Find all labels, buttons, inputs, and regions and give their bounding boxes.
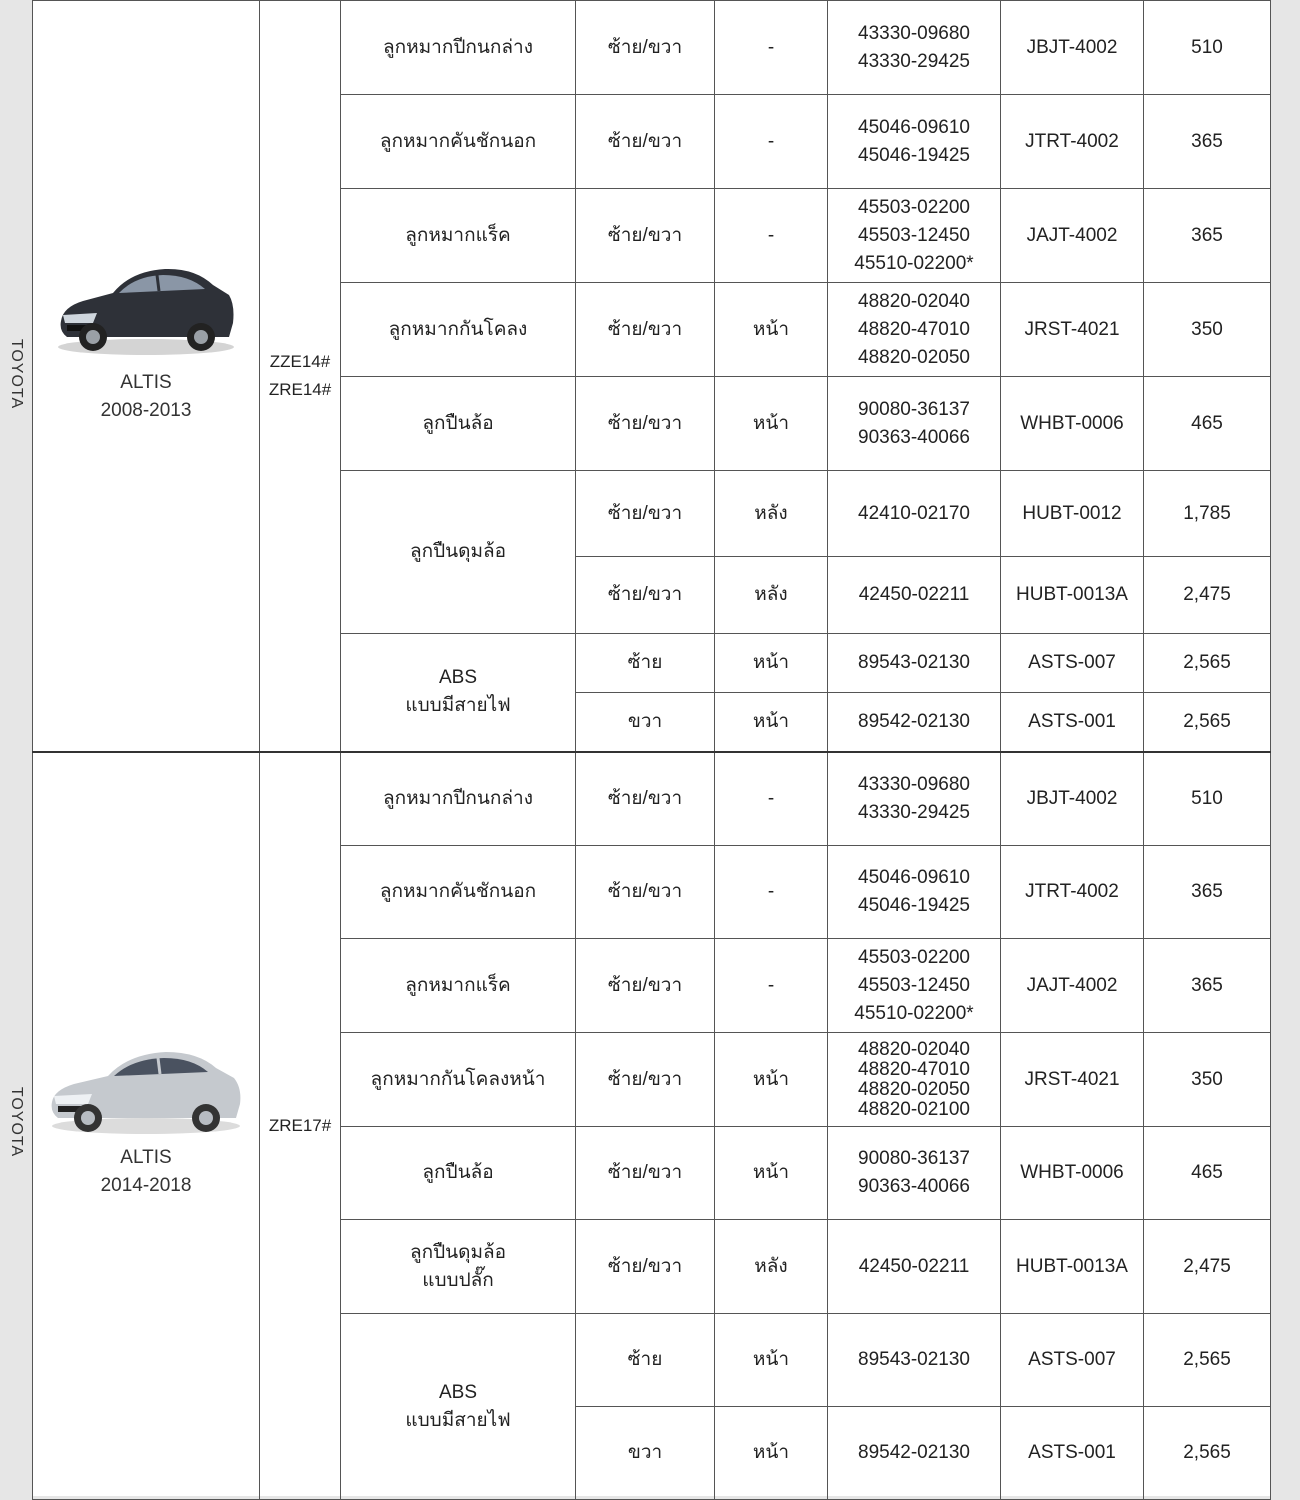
oem-number: 42450-02211 (858, 1255, 970, 1277)
side: ซ้าย/ขวา (576, 1220, 715, 1314)
oem-numbers (828, 1127, 1001, 1220)
part-number: ASTS-001 (1001, 693, 1144, 752)
position: หน้า (715, 377, 828, 471)
side: ซ้าย (576, 634, 715, 693)
oem-numbers (828, 189, 1001, 283)
oem-numbers (828, 377, 1001, 471)
oem-numbers (828, 1314, 1001, 1407)
oem-numbers (828, 95, 1001, 189)
part-name: ลูกปืนดุมล้อ (341, 471, 576, 634)
brand-text: TOYOTA (8, 338, 25, 410)
part-number: WHBT-0006 (1001, 1127, 1144, 1220)
position: หน้า (715, 1033, 828, 1127)
part-name-line: ลูกปืนดุมล้อ (409, 1241, 507, 1263)
price: 365 (1144, 95, 1271, 189)
engine-code-cell (260, 1, 341, 752)
position: - (715, 752, 828, 846)
model-years: 2014-2018 (100, 1174, 192, 1196)
price: 2,475 (1144, 557, 1271, 634)
oem-number: 48820-02050 (858, 1078, 970, 1100)
oem-number: 43330-29425 (858, 801, 970, 823)
part-number: JAJT-4002 (1001, 939, 1144, 1033)
side: ซ้าย/ขวา (576, 557, 715, 634)
model-years: 2008-2013 (100, 400, 192, 421)
car-sedan-silver-image (46, 1038, 246, 1138)
oem-numbers (828, 1220, 1001, 1314)
brand-label-section-1 (0, 0, 32, 748)
oem-number: 89542-02130 (858, 1442, 970, 1463)
price: 2,565 (1144, 693, 1271, 752)
side: ซ้าย/ขวา (576, 846, 715, 939)
position: หน้า (715, 634, 828, 693)
price: 2,565 (1144, 1407, 1271, 1500)
oem-number: 90363-40066 (858, 1176, 970, 1197)
part-number: HUBT-0013A (1001, 1220, 1144, 1314)
part-number: JTRT-4002 (1001, 95, 1144, 189)
oem-numbers (828, 752, 1001, 846)
position: หน้า (715, 1127, 828, 1220)
part-name: ลูกหมากแร็ค (341, 939, 576, 1033)
engine-code: ZZE14# (269, 351, 331, 371)
oem-number: 45510-02200* (854, 1002, 974, 1024)
side: ซ้าย/ขวา (576, 752, 715, 846)
part-name (341, 1314, 576, 1500)
model-cell (33, 752, 260, 1500)
part-number: ASTS-007 (1001, 1314, 1144, 1407)
price: 365 (1144, 939, 1271, 1033)
table-row (33, 1, 1271, 95)
oem-number: 89543-02130 (858, 1349, 970, 1370)
price: 365 (1144, 846, 1271, 939)
part-name: ลูกปืนล้อ (341, 377, 576, 471)
part-name-line: แบบมีสายไฟ (405, 1409, 511, 1431)
price: 2,565 (1144, 634, 1271, 693)
oem-number: 89543-02130 (858, 652, 970, 673)
brand-label-section-2 (0, 748, 32, 1496)
oem-number: 45503-12450 (858, 224, 970, 246)
part-name: ลูกหมากกันโคลง (341, 283, 576, 377)
price: 2,565 (1144, 1314, 1271, 1407)
part-number: JBJT-4002 (1001, 752, 1144, 846)
side: ซ้าย/ขวา (576, 95, 715, 189)
part-name: ลูกหมากปีกนกล่าง (341, 1, 576, 95)
side: ซ้าย/ขวา (576, 283, 715, 377)
part-name-line: ABS (438, 1381, 478, 1403)
price: 1,785 (1144, 471, 1271, 557)
model-name: ALTIS (120, 372, 172, 393)
price: 510 (1144, 1, 1271, 95)
oem-number: 43330-09680 (858, 773, 970, 795)
oem-number: 43330-09680 (858, 22, 970, 44)
side: ซ้าย/ขวา (576, 377, 715, 471)
part-name-line: แบบมีสายไฟ (405, 695, 511, 717)
part-number: ASTS-001 (1001, 1407, 1144, 1500)
part-number: JAJT-4002 (1001, 189, 1144, 283)
position: - (715, 846, 828, 939)
engine-code-cell (260, 752, 341, 1500)
position: หน้า (715, 1407, 828, 1500)
part-number: JRST-4021 (1001, 1033, 1144, 1127)
oem-numbers (828, 1407, 1001, 1500)
side: ซ้าย/ขวา (576, 1, 715, 95)
oem-number: 45046-19425 (858, 895, 970, 916)
oem-numbers (828, 471, 1001, 557)
part-name: ลูกปืนล้อ (341, 1127, 576, 1220)
position: - (715, 939, 828, 1033)
oem-number: 45503-02200 (858, 196, 970, 218)
oem-number: 45510-02200* (854, 252, 974, 274)
part-number: WHBT-0006 (1001, 377, 1144, 471)
part-name: ลูกหมากแร็ค (341, 189, 576, 283)
side: ซ้าย (576, 1314, 715, 1407)
oem-numbers (828, 283, 1001, 377)
oem-number: 45503-12450 (858, 974, 970, 996)
position: - (715, 1, 828, 95)
part-number: JBJT-4002 (1001, 1, 1144, 95)
position: หน้า (715, 283, 828, 377)
oem-numbers (828, 846, 1001, 939)
oem-number: 42410-02170 (858, 502, 970, 524)
oem-number: 45046-19425 (858, 144, 970, 166)
position: หลัง (715, 471, 828, 557)
engine-code: ZRE14# (268, 379, 332, 399)
part-name (341, 634, 576, 752)
position: หลัง (715, 557, 828, 634)
side: ขวา (576, 1407, 715, 1500)
part-number: JTRT-4002 (1001, 846, 1144, 939)
oem-number: 48820-02040 (858, 290, 970, 312)
part-name: ลูกหมากปีกนกล่าง (341, 752, 576, 846)
oem-number: 48820-02100 (858, 1098, 970, 1120)
price: 365 (1144, 189, 1271, 283)
oem-number: 89542-02130 (858, 710, 970, 732)
oem-number: 90080-36137 (858, 398, 970, 420)
price: 465 (1144, 377, 1271, 471)
table-row (33, 752, 1271, 846)
side: ซ้าย/ขวา (576, 471, 715, 557)
side: ซ้าย/ขวา (576, 1033, 715, 1127)
brand-text: TOYOTA (8, 1086, 25, 1158)
oem-number: 45503-02200 (858, 946, 970, 968)
oem-number: 48820-02040 (858, 1038, 970, 1060)
oem-numbers (828, 939, 1001, 1033)
position: หน้า (715, 1314, 828, 1407)
position: หน้า (715, 693, 828, 752)
oem-numbers (828, 1, 1001, 95)
oem-numbers (828, 634, 1001, 693)
side: ซ้าย/ขวา (576, 1127, 715, 1220)
car-sedan-dark-image (53, 251, 239, 361)
oem-number: 45046-09610 (858, 116, 970, 138)
part-number: HUBT-0013A (1001, 557, 1144, 634)
parts-table (32, 0, 1271, 1500)
oem-number: 90363-40066 (858, 426, 970, 448)
side: ขวา (576, 693, 715, 752)
oem-number: 48820-47010 (858, 1058, 970, 1080)
side: ซ้าย/ขวา (576, 939, 715, 1033)
position: หลัง (715, 1220, 828, 1314)
oem-numbers (828, 693, 1001, 752)
part-name-line: ABS (438, 667, 478, 689)
oem-number: 48820-02050 (858, 346, 970, 368)
price: 350 (1144, 283, 1271, 377)
oem-numbers (828, 557, 1001, 634)
oem-number: 48820-47010 (858, 318, 970, 340)
part-number: ASTS-007 (1001, 634, 1144, 693)
part-name: ลูกหมากกันโคลงหน้า (341, 1033, 576, 1127)
model-name: ALTIS (120, 1146, 172, 1168)
model-cell (33, 1, 260, 752)
part-name: ลูกหมากคันชักนอก (341, 846, 576, 939)
price: 2,475 (1144, 1220, 1271, 1314)
oem-number: 45046-09610 (858, 867, 970, 888)
position: - (715, 189, 828, 283)
price: 350 (1144, 1033, 1271, 1127)
oem-number: 90080-36137 (858, 1148, 970, 1169)
part-number: HUBT-0012 (1001, 471, 1144, 557)
part-name: ลูกหมากคันชักนอก (341, 95, 576, 189)
price: 510 (1144, 752, 1271, 846)
oem-numbers (828, 1033, 1001, 1127)
price: 465 (1144, 1127, 1271, 1220)
part-name (341, 1220, 576, 1314)
side: ซ้าย/ขวา (576, 189, 715, 283)
part-number: JRST-4021 (1001, 283, 1144, 377)
position: - (715, 95, 828, 189)
engine-code: ZRE17# (268, 1115, 332, 1135)
oem-number: 42450-02211 (858, 584, 970, 605)
part-name-line: แบบปลั๊ก (422, 1269, 494, 1291)
oem-number: 43330-29425 (858, 50, 970, 72)
